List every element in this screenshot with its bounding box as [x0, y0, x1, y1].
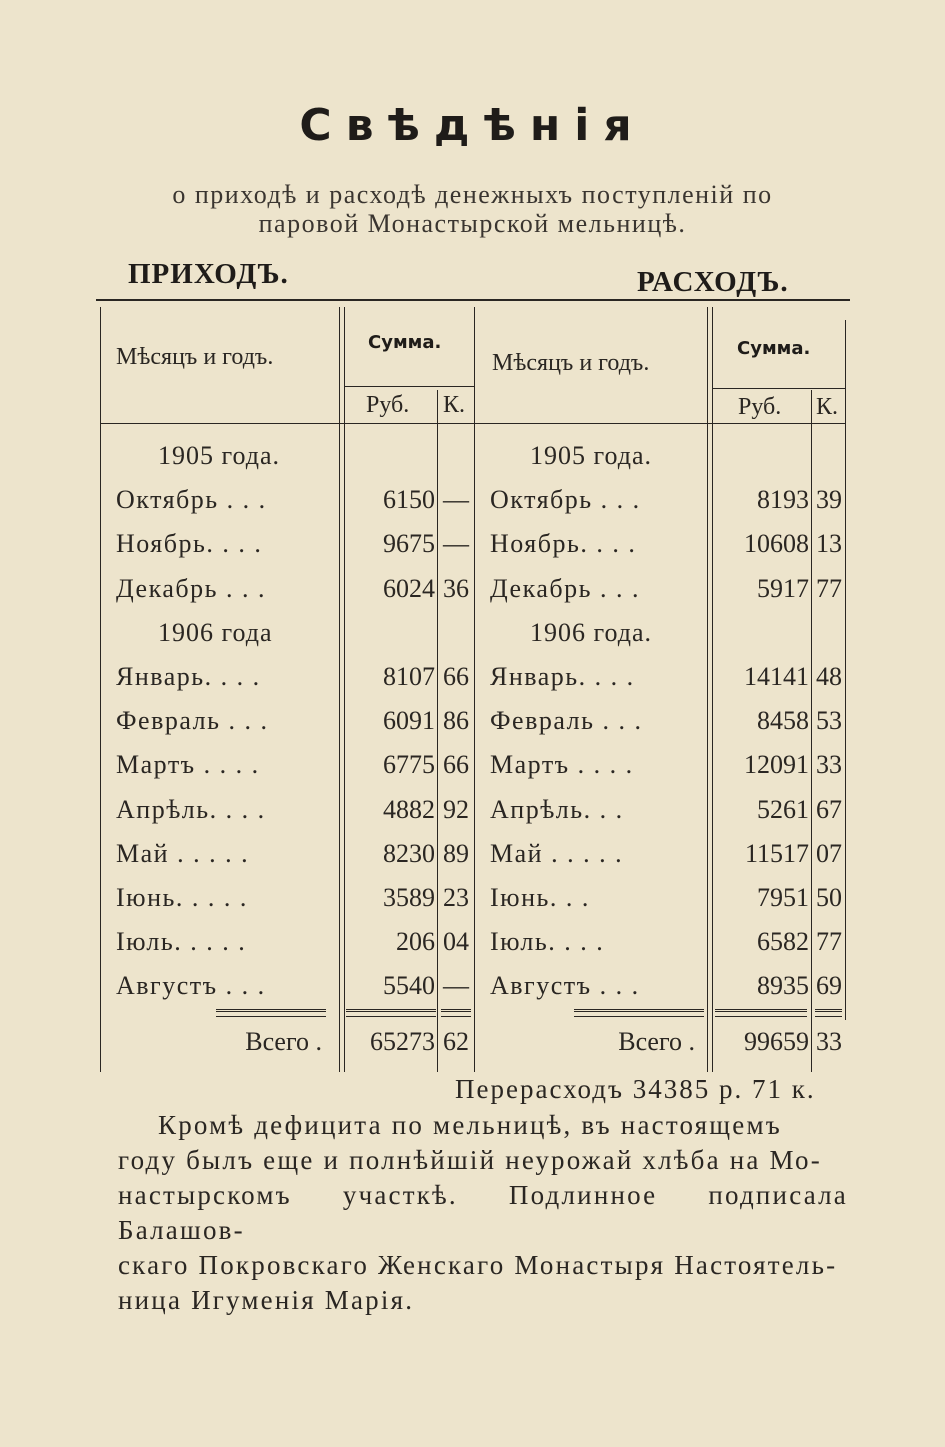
income-rub-value: 6150 — [383, 485, 435, 515]
income-rub-value: 8230 — [383, 838, 435, 868]
income-rub-value: 206 — [396, 927, 435, 957]
expense-row — [0, 611, 945, 655]
income-kop-header: К. — [443, 392, 466, 418]
expense-rub-value: 10608 — [744, 529, 809, 559]
income-total-kop: 62 — [443, 1027, 469, 1056]
expense-year-label: 1906 года. — [530, 617, 653, 647]
expense-total-rule-kop — [815, 1009, 842, 1017]
expense-month-label: Ноябрь. . . . — [490, 529, 637, 559]
expense-kop-value: 33 — [816, 750, 842, 780]
income-month-label: Іюль. . . . . — [116, 927, 247, 957]
expense-month-label: Августъ . . . — [490, 971, 640, 1001]
expense-rub-value: 7951 — [757, 883, 809, 912]
expense-row — [0, 567, 945, 611]
income-rub-value: 3589 — [383, 883, 435, 912]
expense-heading: РАСХОДЪ. — [637, 266, 789, 298]
income-month-label: Мартъ . . . . — [116, 750, 260, 780]
expense-rub-value: 12091 — [744, 750, 809, 780]
note-line-2: году былъ еще и полнѣйшій неурожай хлѣба на Мо- — [118, 1145, 822, 1175]
expense-month-label: Іюль. . . . — [490, 927, 605, 957]
expense-kop-value: 13 — [816, 529, 842, 559]
expense-row — [0, 788, 945, 832]
expense-rub-value: 14141 — [744, 662, 809, 691]
note-line-3: настырскомъ участкѣ. Подлинное подписала Балашов- — [118, 1180, 848, 1245]
expense-kop-value: 53 — [816, 706, 842, 736]
expense-rub-value: 8458 — [757, 706, 809, 736]
expense-total-rub: 99659 — [744, 1027, 809, 1056]
expense-year-label: 1905 года. — [530, 441, 653, 470]
page-title: Свѣдѣнія — [299, 100, 646, 151]
expense-kop-value: 77 — [816, 927, 842, 957]
income-month-label: Январь. . . . — [116, 662, 261, 691]
income-kop-value: 66 — [443, 750, 469, 780]
table-header-rule — [100, 423, 845, 424]
income-kop-value: 66 — [443, 662, 469, 691]
expense-rub-value: 5261 — [757, 794, 809, 824]
expense-rub-value: 5917 — [757, 573, 809, 603]
income-total-rule-kop — [441, 1009, 471, 1017]
income-kop-value: 04 — [443, 927, 469, 957]
income-rub-header: Руб. — [366, 392, 410, 418]
income-kop-value: 89 — [443, 838, 469, 868]
expense-kop-header: К. — [816, 394, 839, 420]
income-kop-value: — — [443, 529, 469, 559]
income-total-label: Всего . — [245, 1027, 322, 1056]
income-month-label: Февраль . . . — [116, 706, 269, 736]
income-kop-value: 23 — [443, 883, 469, 912]
income-month-label: Іюнь. . . . . — [116, 883, 248, 912]
income-month-column-header: Мѣсяцъ и годъ. — [116, 344, 274, 370]
income-month-label: Май . . . . . — [116, 838, 250, 868]
expense-rub-value: 8935 — [757, 971, 809, 1001]
income-total-rub: 65273 — [370, 1027, 435, 1056]
expense-kop-value: 67 — [816, 794, 842, 824]
note-line-1: Кромѣ дефицита по мельницѣ, въ настоящемъ — [158, 1110, 782, 1140]
expense-total-rule-label — [574, 1009, 704, 1017]
subtitle-line-1: о приходѣ и расходѣ денежныхъ поступленій по — [172, 180, 773, 209]
expense-row — [0, 655, 945, 699]
expense-row — [0, 699, 945, 743]
income-year-label: 1906 года — [158, 617, 273, 647]
income-rub-value: 4882 — [383, 794, 435, 824]
table-top-rule — [96, 299, 850, 301]
income-month-label: Октябрь . . . — [116, 485, 267, 515]
expense-total-kop: 33 — [816, 1027, 842, 1056]
income-kop-value: 36 — [443, 573, 469, 603]
expense-rub-value: 8193 — [757, 485, 809, 515]
expense-sum-column-header: Сумма. — [737, 338, 811, 359]
expense-rub-value: 11517 — [744, 838, 809, 868]
expense-row — [0, 876, 945, 920]
income-month-label: Декабрь . . . — [116, 573, 266, 603]
income-rub-value: 6024 — [383, 573, 435, 603]
subtitle-line-2: паровой Монастырской мельницѣ. — [258, 209, 687, 238]
income-total-rule-rub — [346, 1009, 436, 1017]
expense-kop-value: 07 — [816, 838, 842, 868]
expense-month-label: Октябрь . . . — [490, 485, 641, 515]
expense-row — [0, 522, 945, 566]
expense-rub-value: 6582 — [757, 927, 809, 957]
totals-row — [0, 1020, 945, 1064]
income-kop-value: 86 — [443, 706, 469, 736]
note-line-5: ница Игуменія Марія. — [118, 1285, 415, 1315]
expense-kop-value: 48 — [816, 662, 842, 691]
expense-month-label: Іюнь. . . — [490, 883, 590, 912]
income-rub-value: 6775 — [383, 750, 435, 780]
income-month-label: Августъ . . . — [116, 971, 266, 1001]
closing-note — [118, 1108, 848, 1318]
expense-month-label: Декабрь . . . — [490, 573, 640, 603]
income-rub-value: 8107 — [383, 662, 435, 691]
expense-kop-value: 69 — [816, 971, 842, 1001]
expense-kop-value: 77 — [816, 573, 842, 603]
expense-month-label: Январь. . . . — [490, 662, 635, 691]
expense-month-label: Февраль . . . — [490, 706, 643, 736]
expense-total-rule-rub — [715, 1009, 807, 1017]
income-total-rule-label — [216, 1009, 326, 1017]
income-sum-header-rule — [344, 386, 474, 387]
expense-row — [0, 964, 945, 1008]
expense-month-label: Мартъ . . . . — [490, 750, 634, 780]
expense-row — [0, 832, 945, 876]
income-month-label: Ноябрь. . . . — [116, 529, 263, 559]
expense-month-label: Май . . . . . — [490, 838, 624, 868]
income-kop-value: — — [443, 971, 469, 1001]
income-sum-column-header: Сумма. — [368, 332, 442, 353]
expense-kop-value: 50 — [816, 883, 842, 912]
income-rub-value: 6091 — [383, 706, 435, 736]
expense-kop-value: 39 — [816, 485, 842, 515]
expense-month-label: Апрѣль. . . — [490, 794, 624, 824]
expense-row — [0, 434, 945, 478]
expense-row — [0, 920, 945, 964]
income-heading: ПРИХОДЪ. — [128, 258, 289, 290]
income-rub-value: 5540 — [383, 971, 435, 1001]
expense-rub-header: Руб. — [738, 394, 782, 420]
expense-row — [0, 743, 945, 787]
expense-month-column-header: Мѣсяцъ и годъ. — [492, 350, 650, 376]
expense-total-label: Всего . — [618, 1027, 695, 1056]
income-month-label: Апрѣль. . . . — [116, 794, 266, 824]
expense-sum-header-rule — [713, 388, 845, 389]
overrun-line: Перерасходъ 34385 р. 71 к. — [455, 1074, 816, 1104]
income-rub-value: 9675 — [383, 529, 435, 559]
expense-row — [0, 478, 945, 522]
note-line-4: скаго Покровскаго Женскаго Монастыря Настоятель- — [118, 1250, 838, 1280]
income-kop-value: 92 — [443, 794, 469, 824]
income-year-label: 1905 года. — [158, 441, 281, 470]
income-kop-value: — — [443, 485, 469, 515]
subtitle — [80, 180, 865, 238]
